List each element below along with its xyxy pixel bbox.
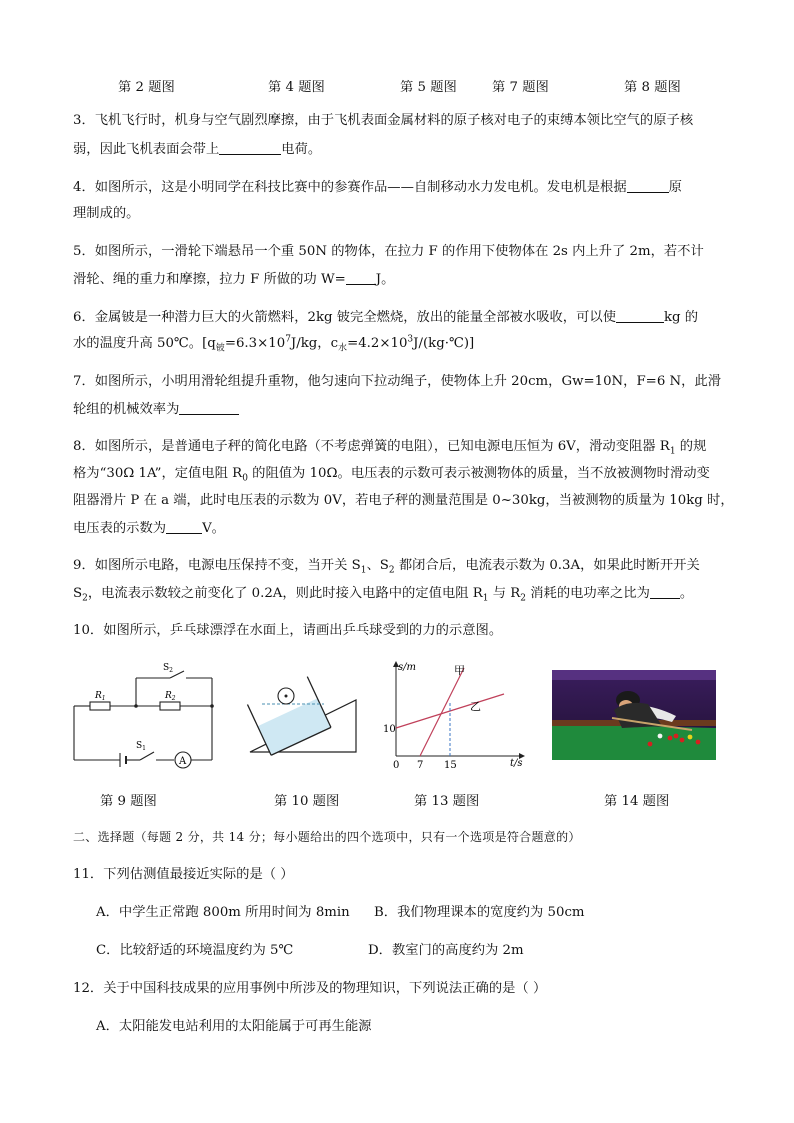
question-4-line1: 4．如图所示，这是小明同学在科技比赛中的参赛作品——自制移动水力发电机。发电机是根据 原 xyxy=(73,180,682,195)
question-7-line1: 7．如图所示，小明用滑轮组提升重物，他匀速向下拉动绳子，使物体上升 20cm，Gw=10N，F=6 N，此滑 xyxy=(73,374,722,389)
figure-13-st-graph xyxy=(378,658,528,770)
figure-10-floating-ball xyxy=(244,660,358,756)
question-8-line4: 电压表的示数为 V。 xyxy=(73,521,225,536)
figure-14-snooker-photo xyxy=(552,670,716,760)
caption-fig2: 第 2 题图 xyxy=(118,80,175,95)
caption-fig14: 第 14 题图 xyxy=(604,794,670,809)
fig9-label-r1: $R_1$ xyxy=(95,691,106,702)
answer-blank xyxy=(650,584,680,599)
question-11-stem: 11．下列估测值最接近实际的是（ ） xyxy=(73,867,294,882)
answer-blank xyxy=(219,140,281,155)
fig9-label-s2: $S_2$ xyxy=(163,663,173,674)
question-12-stem: 12．关于中国科技成果的应用事例中所涉及的物理知识，下列说法正确的是（ ） xyxy=(73,981,547,996)
question-5-line2: 滑轮、绳的重力和摩擦，拉力 F 所做的功 W= J。 xyxy=(73,272,395,287)
label-yi: 乙 xyxy=(470,700,481,713)
question-3-line2: 弱，因此飞机表面会带上 电荷。 xyxy=(73,142,322,157)
section-2-title: 二、选择题（每题 2 分，共 14 分；每小题给出的四个选项中，只有一个选项是符合题意的） xyxy=(73,830,581,844)
question-9-line2: $S_2$，电流表示数较之前变化了 0.2A，则此时接入电路中的定值电阻 $R_1$ 与 $R_2$ 消耗的电功率之比为 。 xyxy=(73,586,694,604)
fig9-label-s1: $S_1$ xyxy=(136,741,146,752)
tick-x-7: 7 xyxy=(417,760,424,770)
caption-fig8: 第 8 题图 xyxy=(624,80,681,95)
answer-blank xyxy=(346,270,376,285)
line-jia xyxy=(420,668,464,756)
axis-label-y: s/m xyxy=(398,662,416,673)
caption-fig9: 第 9 题图 xyxy=(100,794,157,809)
question-9-line1: 9．如图所示电路，电源电压保持不变，当开关 $S_1$、$S_2$ 都闭合后，电流表示数为 0.3A，如果此时断开开关 xyxy=(73,558,700,576)
question-11-option-b: B．我们物理课本的宽度约为 50cm xyxy=(374,905,585,920)
label-jia: 甲 xyxy=(454,664,465,677)
fig9-label-r2: $R_2$ xyxy=(165,691,176,702)
question-11-option-c: C．比较舒适的环境温度约为 5℃ xyxy=(96,943,294,958)
figure-9-circuit xyxy=(66,658,222,770)
question-11-option-d: D．教室门的高度约为 2m xyxy=(368,943,524,958)
tick-x-0: 0 xyxy=(393,760,400,770)
fig9-ammeter-label: A xyxy=(179,756,187,767)
question-10-line1: 10．如图所示，乒乓球漂浮在水面上，请画出乒乓球受到的力的示意图。 xyxy=(73,623,503,638)
tick-x-15: 15 xyxy=(444,760,457,770)
caption-fig13: 第 13 题图 xyxy=(414,794,480,809)
caption-fig10: 第 10 题图 xyxy=(274,794,340,809)
question-6-line2: 水的温度升高 50℃。[$q_铍=6.3\times 10^7J/kg$，$c_水=4.2\times 10^3J/(kg\cdot℃)$] xyxy=(73,334,475,354)
question-8-line3: 阻器滑片 P 在 a 端，此时电压表的示数为 0V，若电子秤的测量范围是 0~30kg，当被测物的质量为 10kg 时， xyxy=(73,493,734,508)
question-6-line1: 6．金属铍是一种潜力巨大的火箭燃料，2kg 铍完全燃烧，放出的能量全部被水吸收，可以使 kg 的 xyxy=(73,310,699,325)
question-3-line1: 3．飞机飞行时，机身与空气剧烈摩擦，由于飞机表面金属材料的原子核对电子的束缚本领比空气的原子核 xyxy=(73,113,694,128)
caption-fig7: 第 7 题图 xyxy=(492,80,549,95)
caption-fig5: 第 5 题图 xyxy=(400,80,457,95)
question-12-option-a: A．太阳能发电站利用的太阳能属于可再生能源 xyxy=(96,1019,372,1034)
answer-blank xyxy=(616,308,664,323)
question-11-option-a: A．中学生正常跑 800m 所用时间为 8min xyxy=(96,905,350,920)
answer-blank xyxy=(166,519,202,534)
axis-label-x: t/s xyxy=(510,758,523,769)
answer-blank xyxy=(627,178,669,193)
caption-fig4: 第 4 题图 xyxy=(268,80,325,95)
question-4-line2: 理制成的。 xyxy=(73,206,140,221)
question-5-line1: 5．如图所示，一滑轮下端悬吊一个重 50N 的物体，在拉力 F 的作用下使物体在 2s 内上升了 2m，若不计 xyxy=(73,244,704,259)
answer-blank xyxy=(179,400,239,415)
tick-y-10: 10 xyxy=(383,724,396,735)
question-8-line1: 8．如图所示，是普通电子秤的简化电路（不考虑弹簧的电阻），已知电源电压恒为 6V，滑动变阻器 $R_1$ 的规 xyxy=(73,439,707,457)
question-8-line2: 格为“30Ω 1A”，定值电阻 $R_0$ 的阻值为 10Ω。电压表的示数可表示被测物体的质量，当不放被测物时滑动变 xyxy=(73,466,710,484)
question-7-line2: 轮组的机械效率为 xyxy=(73,400,239,419)
